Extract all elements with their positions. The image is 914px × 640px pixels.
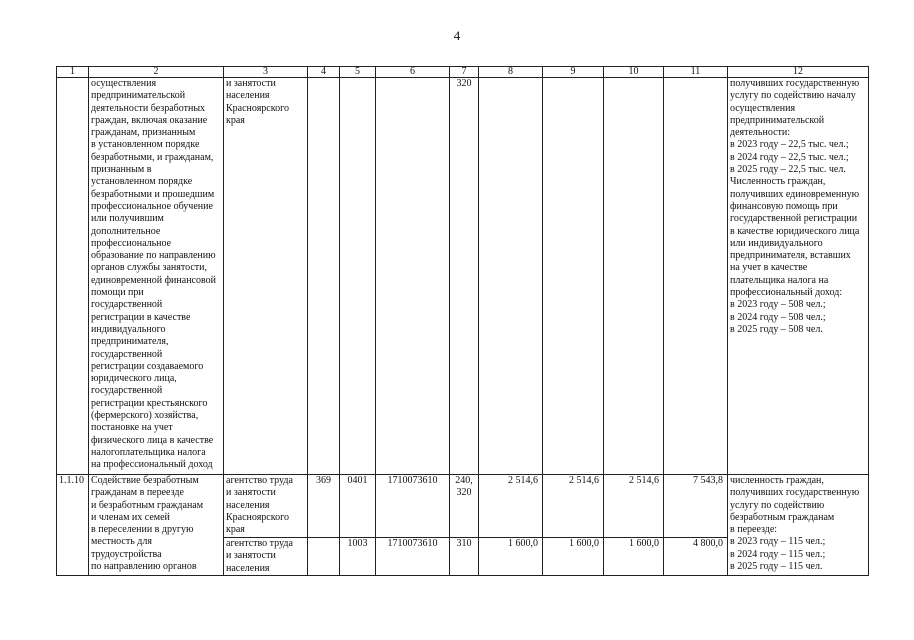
cell-rzpr: 1003 (340, 538, 376, 576)
col-header: 9 (543, 67, 604, 78)
col-header: 6 (376, 67, 450, 78)
cell-vr: 320 (450, 78, 479, 475)
col-header: 2 (89, 67, 224, 78)
cell-csr: 1710073610 (376, 538, 450, 576)
cell-2023: 2 514,6 (479, 475, 543, 538)
cell-total (664, 78, 728, 475)
cell-executor: агентство труда и занятости населения Красноярского края (224, 475, 308, 538)
cell-rzpr: 0401 (340, 475, 376, 538)
cell-2025: 2 514,6 (604, 475, 664, 538)
col-header: 3 (224, 67, 308, 78)
cell-number (57, 78, 89, 475)
cell-2023: 1 600,0 (479, 538, 543, 576)
header-row (57, 67, 869, 78)
col-header: 5 (340, 67, 376, 78)
cell-description: Содействие безработным гражданам в переезде и безработным гражданам и членам их семей в переселении в другую местность для трудоустройства по направлению органов (89, 475, 224, 576)
col-header: 12 (728, 67, 869, 78)
cell-2025: 1 600,0 (604, 538, 664, 576)
cell-csr: 1710073610 (376, 475, 450, 538)
cell-rzpr (340, 78, 376, 475)
cell-grbs (308, 538, 340, 576)
cell-executor: агентство труда и занятости населения (224, 538, 308, 576)
cell-number: 1.1.10 (57, 475, 89, 576)
cell-2025 (604, 78, 664, 475)
col-header: 10 (604, 67, 664, 78)
col-header: 8 (479, 67, 543, 78)
cell-description: осуществления предпринимательской деятельности безработных граждан, включая оказание гражданам, признанным в установленном порядке безработными, и гражданам, признанным в установленном порядке безработными и прошедшим профессиональное обучение или получившим дополнительное профессиональное образование по направлению органов службы занятости, единовременной финансовой помощи при государственной регистрации в качестве индивидуального предпринимателя, государственной регистрации создаваемого юридического лица, государственной регистрации крестьянского (фермерского) хозяйства, постановке на учет физического лица в качестве налогоплательщика налога на профессиональный доход (89, 78, 224, 475)
cell-grbs: 369 (308, 475, 340, 538)
cell-vr: 310 (450, 538, 479, 576)
table-row-continued (57, 78, 869, 475)
col-header: 7 (450, 67, 479, 78)
col-header: 1 (57, 67, 89, 78)
cell-csr (376, 78, 450, 475)
cell-2023 (479, 78, 543, 475)
page-number: 4 (453, 28, 461, 43)
cell-2024: 1 600,0 (543, 538, 604, 576)
col-header: 4 (308, 67, 340, 78)
budget-table (56, 66, 869, 576)
cell-total: 7 543,8 (664, 475, 728, 538)
cell-executor: и занятости населения Красноярского края (224, 78, 308, 475)
cell-2024 (543, 78, 604, 475)
cell-result: численность граждан, получивших государственную услугу по содействию безработным гражданам в переезде: в 2023 году – 115 чел.; в 2024 году – 115 чел.; в 2025 году – 115 чел. (728, 475, 869, 576)
cell-result: получивших государственную услугу по содействию началу осуществления предпринимательской деятельности: в 2023 году – 22,5 тыс. чел.; в 2024 году – 22,5 тыс. чел.; в 2025 году – 22,5 тыс. чел. Численность граждан, получивших единовременную финансовую помощь при государственной регистрации в качестве юридического лица или индивидуального предпринимателя, вставших на учет в качестве плательщика налога на профессиональный доход: в 2023 году – 508 чел.; в 2024 году – 508 чел.; в 2025 году – 508 чел. (728, 78, 869, 475)
col-header: 11 (664, 67, 728, 78)
cell-2024: 2 514,6 (543, 475, 604, 538)
cell-grbs (308, 78, 340, 475)
cell-vr: 240, 320 (450, 475, 479, 538)
cell-total: 4 800,0 (664, 538, 728, 576)
table-row-1-1-10-a (57, 475, 869, 538)
